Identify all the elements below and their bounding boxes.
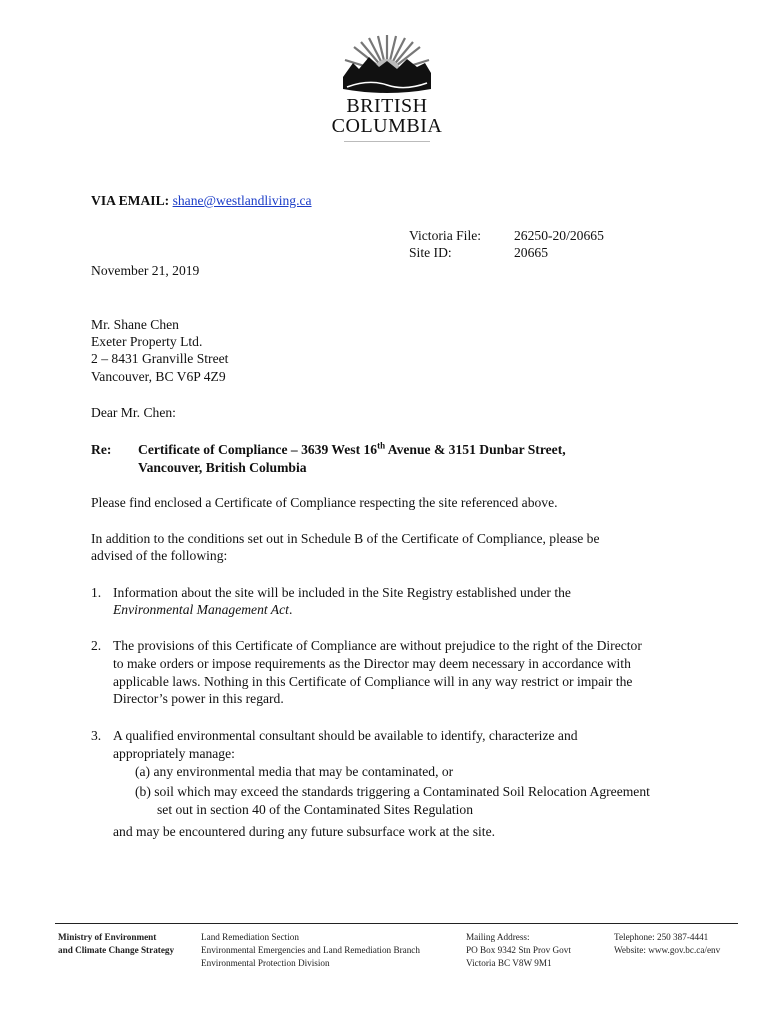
victoria-file-label: Victoria File: [409, 228, 482, 243]
paragraph-2-line-1: In addition to the conditions set out in Schedule B of the Certificate of Compliance, please be [91, 531, 600, 546]
item-3b-line-1: (b) soil which may exceed the standards triggering a Contaminated Soil Relocation Agreement [135, 784, 650, 799]
footer-website[interactable]: Website: www.gov.bc.ca/env [614, 945, 721, 955]
footer-divider [55, 923, 738, 924]
item-3b-line-2: set out in section 40 of the Contaminated Sites Regulation [157, 802, 474, 817]
item-2-line-4: Director’s power in this regard. [113, 691, 284, 706]
item-3-number: 3. [91, 728, 102, 743]
logo-divider [344, 141, 430, 142]
paragraph-1: Please find enclosed a Certificate of Compliance respecting the site referenced above. [91, 495, 558, 510]
item-3-line-2: appropriately manage: [113, 746, 235, 761]
re-subject-part-b: Avenue & 3151 Dunbar Street, [385, 442, 566, 457]
victoria-file-value: 26250-20/20665 [514, 228, 604, 243]
footer-section-line-2: Environmental Emergencies and Land Remediation Branch [201, 945, 420, 955]
item-3a: (a) any environmental media that may be contaminated, or [135, 764, 454, 779]
re-subject-line-1 [138, 441, 566, 458]
item-1-number: 1. [91, 585, 102, 600]
via-email-label: VIA EMAIL: [91, 193, 170, 208]
item-3-closing: and may be encountered during any future subsurface work at the site. [113, 824, 495, 839]
site-id-label: Site ID: [409, 245, 452, 260]
item-3-line-1: A qualified environmental consultant should be available to identify, characterize and [113, 728, 578, 743]
footer-ministry-line-2: and Climate Change Strategy [58, 945, 175, 955]
paragraph-2-line-2: advised of the following: [91, 548, 228, 563]
logo-line-columbia: COLUMBIA [331, 115, 443, 137]
re-subject-part-a: Certificate of Compliance – 3639 West 16 [138, 442, 378, 457]
footer-telephone: Telephone: 250 387-4441 [614, 932, 709, 942]
act-name: Environmental Management Act [113, 602, 289, 617]
email-link[interactable]: shane@westlandliving.ca [172, 193, 312, 208]
re-subject-superscript: th [377, 440, 386, 451]
site-id-value: 20665 [514, 245, 548, 260]
item-2-line-2: to make orders or impose requirements as the Director may deem necessary in accordance with [113, 656, 631, 671]
item-2-line-3: applicable laws. Nothing in this Certificate of Compliance will in any way restrict or impair the [113, 674, 633, 689]
item-1-line-1: Information about the site will be included in the Site Registry established under the [113, 585, 571, 600]
recipient-address-1: 2 – 8431 Granville Street [91, 351, 229, 366]
logo-line-british: BRITISH [346, 95, 428, 117]
re-subject-line-2: Vancouver, British Columbia [138, 460, 307, 475]
recipient-company: Exeter Property Ltd. [91, 334, 203, 349]
letter-date: November 21, 2019 [91, 263, 200, 278]
item-2-line-1: The provisions of this Certificate of Compliance are without prejudice to the right of the Director [113, 638, 642, 653]
recipient-address-2: Vancouver, BC V6P 4Z9 [91, 369, 226, 384]
item-1-period: . [288, 602, 293, 617]
item-2-number: 2. [91, 638, 102, 653]
recipient-name: Mr. Shane Chen [91, 317, 179, 332]
footer-mailing-line-2: PO Box 9342 Stn Prov Govt [466, 945, 571, 955]
bc-logo [326, 33, 448, 142]
footer-mailing-line-1: Mailing Address: [466, 932, 530, 942]
footer-mailing-line-3: Victoria BC V8W 9M1 [466, 958, 552, 968]
footer-ministry-line-1: Ministry of Environment [58, 932, 157, 942]
sun-mountain-icon [339, 33, 435, 95]
item-1-line-2 [113, 601, 292, 618]
footer-section-line-3: Environmental Protection Division [201, 958, 330, 968]
salutation: Dear Mr. Chen: [91, 405, 176, 420]
via-email-line [91, 192, 312, 209]
footer-section-line-1: Land Remediation Section [201, 932, 299, 942]
re-label: Re: [91, 442, 112, 457]
